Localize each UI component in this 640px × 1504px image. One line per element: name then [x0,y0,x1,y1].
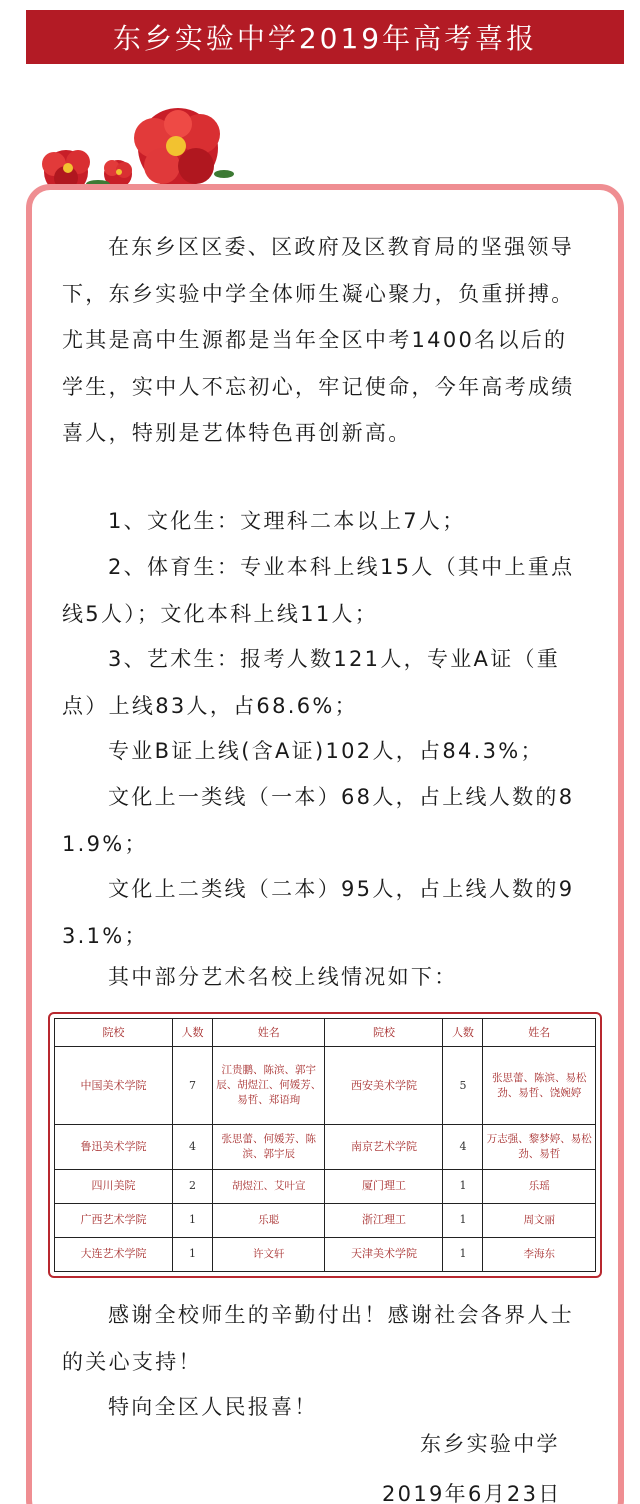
count-cell: 1 [443,1203,483,1237]
school-cell: 广西艺术学院 [55,1203,173,1237]
intro-paragraph: 在东乡区区委、区政府及区教育局的坚强领导下，东乡实验中学全体师生凝心聚力，负重拼搏。尤其是高中生源都是当年全区中考1400名以后的学生，实中人不忘初心，牢记使命，今年高考成绩喜人，特别是艺体特色再创新高。 [62,235,575,445]
university-table [54,1018,596,1272]
count-cell: 5 [443,1047,483,1125]
names-cell: 张思蕾、何媛芳、陈滨、郭宇辰 [212,1125,325,1169]
count-cell: 1 [443,1169,483,1203]
count-cell: 1 [172,1203,212,1237]
names-cell: 许文轩 [212,1237,325,1271]
list-item-culture: 1、文化生：文理科二本以上7人； [108,509,466,533]
page-title-banner [26,10,624,64]
list-item-sports: 2、体育生：专业本科上线15人（其中上重点线5人）；文化本科上线11人； [62,555,575,626]
table-row [55,1169,596,1203]
list-item-art-first-tier: 文化上一类线（一本）68人，占上线人数的81.9%； [62,785,575,856]
names-cell: 万志强、黎梦婷、易松劲、易哲 [483,1125,596,1169]
names-cell: 李海东 [483,1237,596,1271]
table-row [55,1047,596,1125]
header-names: 姓名 [212,1019,325,1047]
table-header-row [55,1019,596,1047]
school-cell: 大连艺术学院 [55,1237,173,1271]
count-cell: 2 [172,1169,212,1203]
names-cell: 胡煜江、艾叶宣 [212,1169,325,1203]
peony-flowers-decoration [40,104,240,190]
table-intro: 其中部分艺术名校上线情况如下： [108,965,458,989]
school-cell: 南京艺术学院 [325,1125,443,1169]
count-cell: 4 [443,1125,483,1169]
university-table-frame [48,1012,602,1278]
header-names: 姓名 [483,1019,596,1047]
announcement: 特向全区人民报喜！ [108,1395,318,1419]
header-school: 院校 [55,1019,173,1047]
school-cell: 厦门理工 [325,1169,443,1203]
count-cell: 4 [172,1125,212,1169]
names-cell: 周文丽 [483,1203,596,1237]
count-cell: 1 [443,1237,483,1271]
school-cell: 中国美术学院 [55,1047,173,1125]
count-cell: 1 [172,1237,212,1271]
table-row [55,1203,596,1237]
signature-school: 东乡实验中学 [420,1432,560,1456]
list-item-art-b-cert: 专业B证上线(含A证)102人，占84.3%； [108,739,544,763]
names-cell: 乐聪 [212,1203,325,1237]
page-title: 东乡实验中学2019年高考喜报 [112,22,538,55]
thanks-paragraph: 感谢全校师生的辛勤付出！感谢社会各界人士的关心支持！ [62,1303,574,1374]
names-cell: 江贵鹏、陈滨、郭宇辰、胡煜江、何媛芳、易哲、郑语珣 [212,1047,325,1125]
header-count: 人数 [443,1019,483,1047]
list-item-art: 3、艺术生：报考人数121人，专业A证（重点）上线83人，占68.6%； [62,647,561,718]
names-cell: 乐瑶 [483,1169,596,1203]
school-cell: 浙江理工 [325,1203,443,1237]
table-row [55,1125,596,1169]
school-cell: 四川美院 [55,1169,173,1203]
list-item-art-second-tier: 文化上二类线（二本）95人，占上线人数的93.1%； [62,877,575,948]
school-cell: 鲁迅美术学院 [55,1125,173,1169]
signature-date: 2019年6月23日 [382,1482,562,1504]
school-cell: 天津美术学院 [325,1237,443,1271]
school-cell: 西安美术学院 [325,1047,443,1125]
header-school: 院校 [325,1019,443,1047]
count-cell: 7 [172,1047,212,1125]
names-cell: 张思蕾、陈滨、易松劲、易哲、饶婉婷 [483,1047,596,1125]
table-row [55,1237,596,1271]
header-count: 人数 [172,1019,212,1047]
peony-flower-main [134,108,220,188]
